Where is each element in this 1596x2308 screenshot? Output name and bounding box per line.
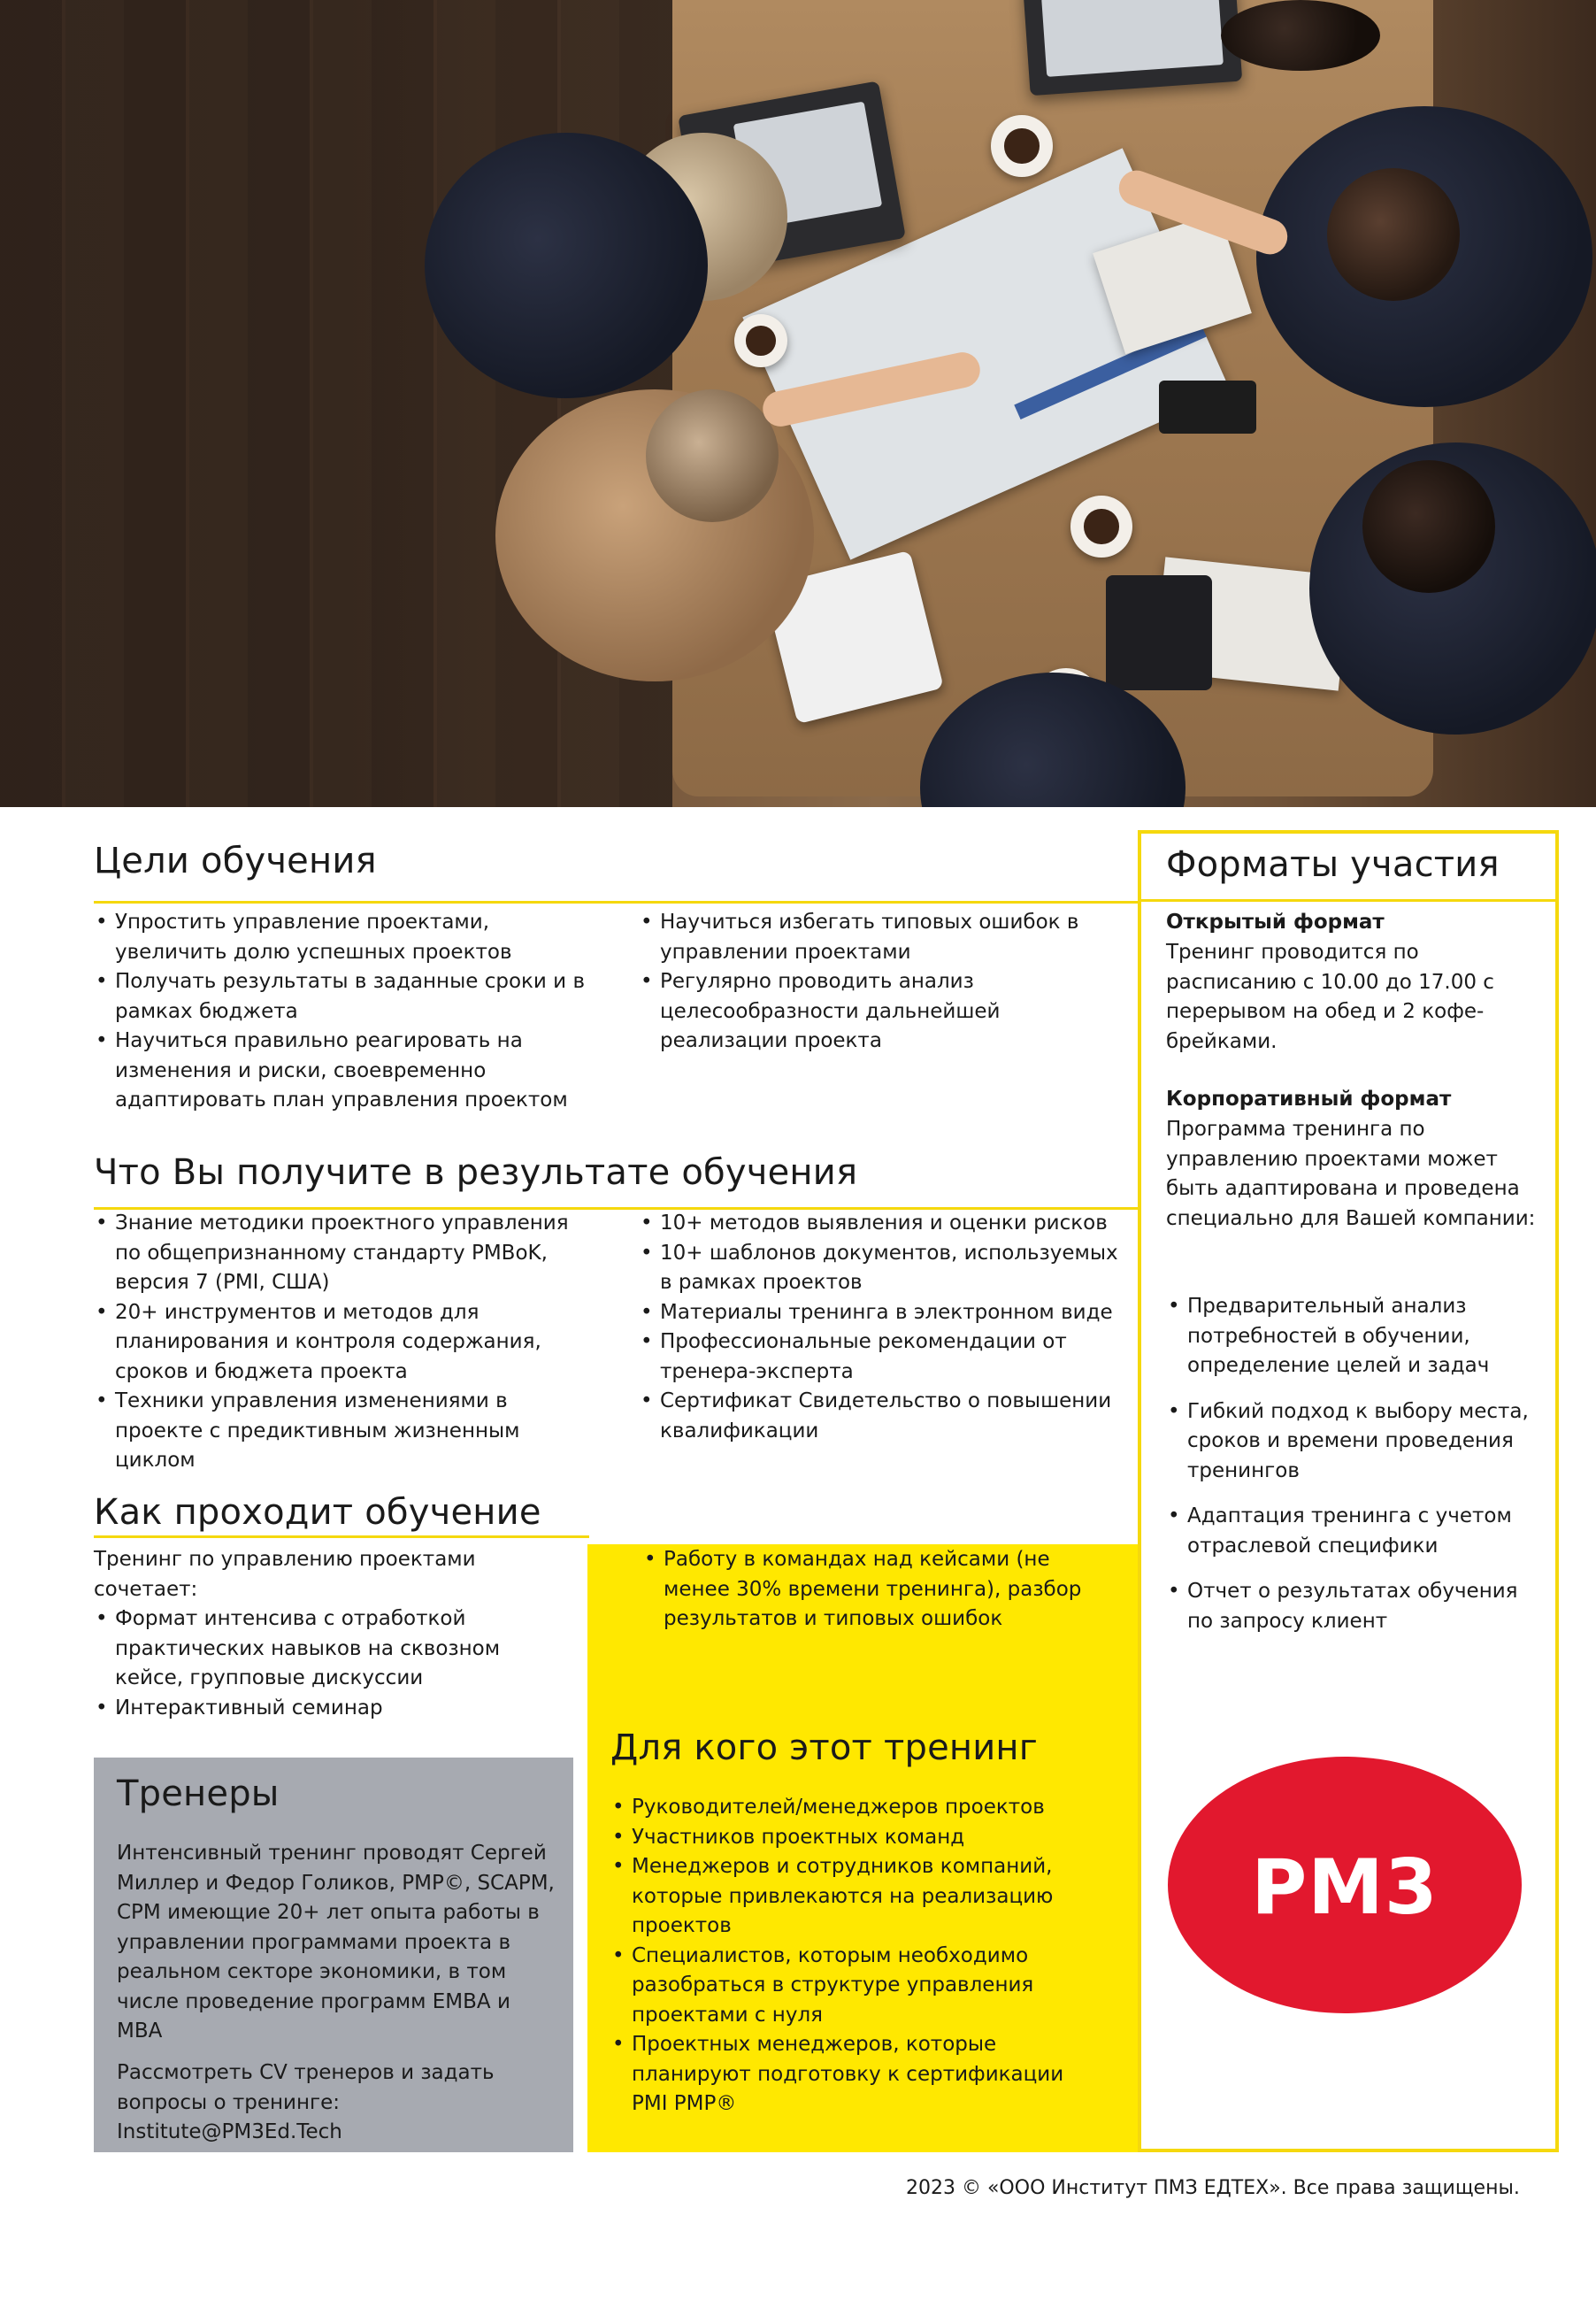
format-item: • Предварительный анализ потребностей в обучении, определение целей и задач <box>1166 1292 1538 1381</box>
result-item: • 20+ инструментов и методов для планирования и контроля содержания, сроков и бюджета проекта <box>94 1298 589 1388</box>
goals-divider <box>94 901 1138 904</box>
coffee-cup <box>734 314 787 367</box>
person-head <box>1221 0 1380 71</box>
laptop-top <box>1023 0 1242 96</box>
trainers-title: Тренеры <box>117 1773 280 1814</box>
result-item: • Профессиональные рекомендации от тренера-эксперта <box>639 1327 1134 1387</box>
goals-list-left <box>94 908 589 1116</box>
goal-item: • Регулярно проводить анализ целесообразности дальнейшей реализации проекта <box>639 967 1134 1057</box>
goals-list-right <box>639 908 1134 1057</box>
process-title: Как проходит обучение <box>94 1492 541 1533</box>
formats-list <box>1166 1292 1538 1636</box>
person-head <box>1327 168 1460 301</box>
person-head <box>646 389 779 522</box>
goal-item: • Получать результаты в заданные сроки и в рамках бюджета <box>94 967 589 1027</box>
corporate-format-body: Программа тренинга по управлению проектами может быть адаптирована и проведена специально для Вашей компании: <box>1166 1118 1536 1230</box>
process-divider <box>94 1535 589 1538</box>
trainers-panel <box>94 1758 573 2152</box>
audience-title: Для кого этот тренинг <box>610 1727 1038 1768</box>
format-item: • Отчет о результатах обучения по запросу клиент <box>1166 1577 1538 1636</box>
goal-item: • Упростить управление проектами, увеличить долю успешных проектов <box>94 908 589 967</box>
formats-divider <box>1141 899 1555 902</box>
calculator <box>1159 381 1256 434</box>
hero-photo <box>0 0 1596 807</box>
audience-item: • Проектных менеджеров, которые планируют подготовку к сертификации PMI PMP® <box>610 2030 1070 2120</box>
result-item: • Сертификат Свидетельство о повышении квалификации <box>639 1387 1134 1446</box>
coffee-cup <box>991 115 1053 177</box>
trainers-contact: Рассмотреть CV тренеров и задать вопросы о тренинге: Institute@PM3Ed.Tech <box>117 2061 495 2143</box>
phone-black <box>1106 575 1212 690</box>
corporate-format-title: Корпоративный формат <box>1166 1088 1452 1111</box>
formats-title: Форматы участия <box>1166 844 1500 885</box>
pm3-logo <box>1168 1757 1522 2013</box>
format-item: • Гибкий подход к выбору места, сроков и времени проведения тренингов <box>1166 1397 1538 1487</box>
pm3-logo-text: PM3 <box>1251 1843 1439 1932</box>
person-body <box>425 133 708 398</box>
goals-title: Цели обучения <box>94 841 377 881</box>
process-intro: Тренинг по управлению проектами сочетает: <box>94 1548 476 1601</box>
goal-item: • Научиться правильно реагировать на изменения и риски, своевременно адаптировать план управления проектом <box>94 1027 589 1116</box>
audience-item: • Специалистов, которым необходимо разобраться в структуре управления проектами с нуля <box>610 1942 1070 2031</box>
format-item: • Адаптация тренинга с учетом отраслевой специфики <box>1166 1502 1538 1561</box>
audience-item: • Менеджеров и сотрудников компаний, которые привлекаются на реализацию проектов <box>610 1852 1070 1942</box>
footer-copyright: 2023 © «ООО Институт ПМЗ ЕДТЕХ». Все права защищены. <box>906 2177 1520 2199</box>
trainers-body: Интенсивный тренинг проводят Сергей Миллер и Федор Голиков, PMP©, SCAPM, CPM имеющие 20+ лет опыта работы в управлении программами проекта в реальном секторе экономики, в том числе проведение программ EMBA и MBA <box>117 1842 555 2043</box>
process-list-right <box>642 1545 1102 1635</box>
process-item: • Формат интенсива с отработкой практических навыков на сквозном кейсе, групповые дискуссии <box>94 1604 572 1694</box>
wooden-floor <box>0 0 672 807</box>
goal-item: • Научиться избегать типовых ошибок в управлении проектами <box>639 908 1134 967</box>
result-item: • 10+ шаблонов документов, используемых в рамках проектов <box>639 1239 1134 1298</box>
process-list-left <box>94 1604 572 1723</box>
result-item: • Материалы тренинга в электронном виде <box>639 1298 1134 1328</box>
process-item: • Интерактивный семинар <box>94 1694 572 1724</box>
results-list-right <box>639 1209 1134 1446</box>
audience-item: • Участников проектных команд <box>610 1823 1070 1853</box>
result-item: • Знание методики проектного управления по общепризнанному стандарту PMBoK, версия 7 (PMI, США) <box>94 1209 589 1298</box>
open-format-body: Тренинг проводится по расписанию с 10.00 до 17.00 с перерывом на обед и 2 кофе-брейками. <box>1166 941 1494 1053</box>
process-item: • Работу в командах над кейсами (не менее 30% времени тренинга), разбор результатов и типовых ошибок <box>642 1545 1102 1635</box>
results-title: Что Вы получите в результате обучения <box>94 1152 858 1193</box>
audience-list <box>610 1793 1070 2120</box>
open-format-title: Открытый формат <box>1166 911 1385 934</box>
result-item: • 10+ методов выявления и оценки рисков <box>639 1209 1134 1239</box>
person-head <box>1362 460 1495 593</box>
result-item: • Техники управления изменениями в проекте с предиктивным жизненным циклом <box>94 1387 589 1476</box>
results-list-left <box>94 1209 589 1476</box>
audience-item: • Руководителей/менеджеров проектов <box>610 1793 1070 1823</box>
coffee-cup <box>1070 496 1132 558</box>
